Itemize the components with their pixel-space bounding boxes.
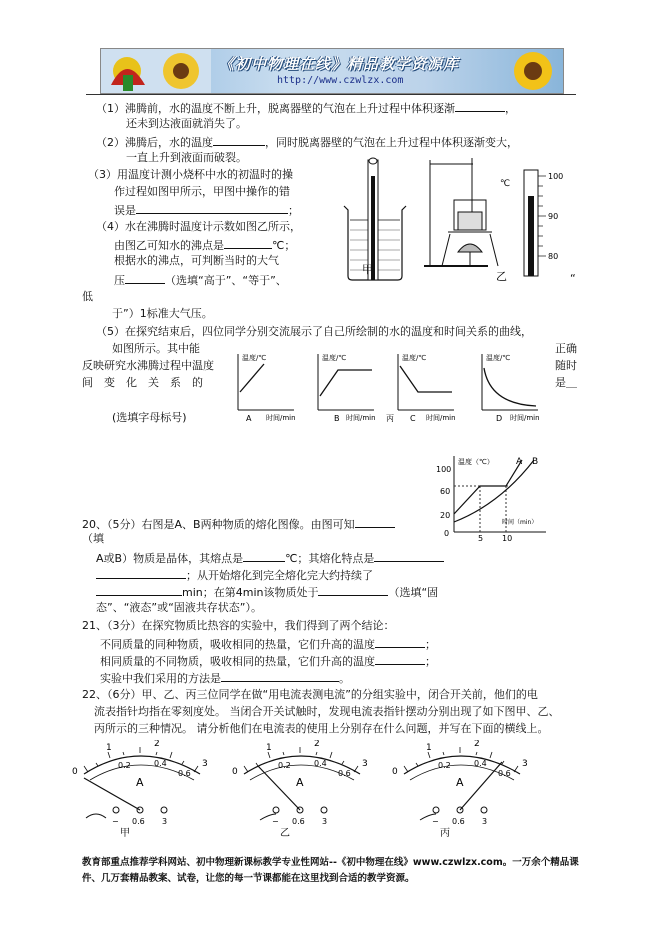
q-boil-p4-cont: 根据水的沸点，可判断当时的大气 xyxy=(114,254,279,267)
svg-text:0.6: 0.6 xyxy=(338,769,351,778)
melt-y20: 20 xyxy=(440,511,451,520)
banner-url: http://www.czwlzx.com xyxy=(277,75,404,86)
melt-y100: 100 xyxy=(436,465,452,474)
q-boil-p5-g: 是＿ xyxy=(555,376,577,389)
svg-text:3: 3 xyxy=(322,817,328,826)
q-boil-p2-cont: 一直上升到液面而破裂。 xyxy=(126,151,247,164)
q-boil-p4-quote: “ xyxy=(570,272,576,285)
svg-text:3: 3 xyxy=(162,817,168,826)
q-boil-p4-low: 低 xyxy=(82,290,93,303)
ammeter-jia-labels xyxy=(72,740,208,838)
fig-jia-label: 甲 xyxy=(362,263,373,276)
graph-b-ylabel: 温度/℃ xyxy=(322,354,347,362)
q22-line1: 22、（6分）甲、乙、丙三位同学在做“用电流表测电流”的分组实验中，闭合开关前，他们的电 xyxy=(82,688,538,701)
svg-text:−: − xyxy=(272,817,279,826)
header-rule xyxy=(86,94,576,95)
svg-text:0: 0 xyxy=(232,767,238,777)
thermo-unit: ℃ xyxy=(500,179,511,189)
q20-line2: （填 xyxy=(82,532,104,545)
thermo-80: 80 xyxy=(548,252,559,261)
thermometer-scale xyxy=(500,170,563,276)
svg-text:0.2: 0.2 xyxy=(438,761,451,770)
svg-text:1: 1 xyxy=(106,743,112,753)
svg-text:0.2: 0.2 xyxy=(278,761,291,770)
svg-text:A: A xyxy=(296,776,304,789)
graph-c-letter: C xyxy=(410,414,416,423)
q20-line6: 态”、“液态”或“固液共存状态”）。 xyxy=(96,601,262,614)
melt-xlabel: 时间（min） xyxy=(502,519,538,526)
q-boil-p4-press: 压 （选填“高于”、“等于”、 xyxy=(114,274,287,287)
melt-curve-a: A xyxy=(516,457,523,467)
ammeter-bing-labels xyxy=(392,740,528,838)
graph-b-xlabel: 时间/min xyxy=(346,414,376,422)
graph-d-letter: D xyxy=(496,414,503,423)
q21-line2: 不同质量的同种物质，吸收相同的热量，它们升高的温度 ； xyxy=(100,638,436,651)
svg-text:0.6: 0.6 xyxy=(292,817,305,826)
melt-y60: 60 xyxy=(440,487,451,496)
svg-text:0.4: 0.4 xyxy=(474,759,487,768)
boiling-figures xyxy=(338,156,578,284)
graph-d xyxy=(482,353,540,423)
svg-text:2: 2 xyxy=(474,740,480,749)
melt-ylabel: 温度（℃） xyxy=(458,458,494,466)
q-boil-p5: （5）在探究结束后，四位同学分别交流展示了自己所绘制的水的温度和时间关系的曲线， xyxy=(96,325,532,338)
svg-text:3: 3 xyxy=(522,759,528,769)
graph-a-xlabel: 时间/min xyxy=(266,414,296,422)
graph-d-ylabel: 温度/℃ xyxy=(486,354,511,362)
graph-c-ylabel: 温度/℃ xyxy=(402,354,427,362)
graph-c-xlabel: 时间/min xyxy=(426,414,456,422)
q-boil-p3: （3）用温度计测小烧杯中水的初温时的操 xyxy=(88,168,293,181)
graph-c-bing: 丙 xyxy=(386,414,394,423)
footer-line2: 件、几万套精品教案、试卷，让您的每一节课都能在这里找到合适的教学资源。 xyxy=(82,873,415,884)
q-boil-p4: （4）水在沸腾时温度计示数如图乙所示， xyxy=(96,220,301,233)
svg-text:0.2: 0.2 xyxy=(118,761,131,770)
melt-x10: 10 xyxy=(502,534,513,542)
graph-d-xlabel: 时间/min xyxy=(510,414,540,422)
svg-text:3: 3 xyxy=(202,759,208,769)
svg-text:3: 3 xyxy=(482,817,488,826)
svg-text:0.4: 0.4 xyxy=(314,759,327,768)
q-boil-p5-e: 随时 xyxy=(555,359,577,372)
svg-text:−: − xyxy=(112,817,119,826)
svg-text:1: 1 xyxy=(266,743,272,753)
sunflower-icon xyxy=(493,49,563,93)
svg-text:0: 0 xyxy=(72,767,78,777)
q21-line3: 相同质量的不同物质，吸收相同的热量，它们升高的温度 ； xyxy=(100,655,436,668)
q-boil-p2: （2）沸腾后，水的温度 ，同时脱离器壁的气泡在上升过程中体积逐渐变大， xyxy=(96,136,518,149)
q20-line5: min；在第4min该物质处于 （选填“固 xyxy=(96,584,438,600)
curve-graphs xyxy=(228,348,544,424)
q-boil-p3-blank: 误是 ； xyxy=(114,204,299,217)
q-boil-p4-point: 由图乙可知水的沸点是 ℃； xyxy=(114,239,296,252)
q-boil-p1: （1）沸腾前，水的温度不断上升，脱离器壁的气泡在上升过程中体积逐渐 ， xyxy=(96,102,516,115)
svg-text:0.6: 0.6 xyxy=(178,769,191,778)
svg-text:0.6: 0.6 xyxy=(498,769,511,778)
svg-text:1: 1 xyxy=(426,743,432,753)
ammeter-figures xyxy=(70,740,540,838)
graph-b-letter: B xyxy=(334,414,340,423)
svg-text:2: 2 xyxy=(314,740,320,749)
svg-text:−: − xyxy=(432,817,439,826)
melt-x5: 5 xyxy=(478,534,484,542)
q20-line4: ；从开始熔化到完全熔化完大约持续了 xyxy=(96,567,373,583)
q-boil-p1-cont: 还未到达液面就消失了。 xyxy=(126,117,247,130)
graph-a-ylabel: 温度/℃ xyxy=(242,354,267,362)
fig-yi-label: 乙 xyxy=(496,270,507,283)
stand-apparatus xyxy=(424,158,498,266)
ammeter-yi-label: 乙 xyxy=(280,828,290,838)
q-boil-p3-cont: 作过程如图甲所示，甲图中操作的错 xyxy=(114,185,290,198)
svg-text:2: 2 xyxy=(154,740,160,749)
svg-text:0.4: 0.4 xyxy=(154,759,167,768)
melt-y0: 0 xyxy=(444,529,450,538)
graph-a-letter: A xyxy=(246,414,252,423)
banner-title: 《初中物理在线》精品教学资源库 xyxy=(219,55,460,73)
graph-a xyxy=(238,353,296,423)
logo-icon xyxy=(101,49,211,93)
melting-graph xyxy=(430,452,550,542)
q-boil-p5-h: (选填字母标号) xyxy=(112,411,187,424)
beaker-figure xyxy=(344,158,406,280)
footer-line1: 教育部重点推荐学科网站、初中物理新课标教学专业性网站--《初中物理在线》www.czwlzx.com。一万余个精品课 xyxy=(82,857,579,868)
q21-line4: 实验中我们采用的方法是 。 xyxy=(100,672,350,685)
thermo-90: 90 xyxy=(548,212,559,221)
ammeter-bing-label: 丙 xyxy=(440,828,450,838)
svg-text:A: A xyxy=(136,776,144,789)
q-boil-p5-b: 如图所示。其中能 xyxy=(112,342,200,355)
svg-text:A: A xyxy=(456,776,464,789)
svg-text:0.6: 0.6 xyxy=(132,817,145,826)
q22-line2: 流表指针均指在零刻度处。 当闭合开关试触时，发现电流表指针摆动分别出现了如下图甲、乙、 xyxy=(94,705,560,718)
q22-line3: 丙所示的三种情况。 请分析他们在电流表的使用上分别存在什么问题，并写在下面的横线上。 xyxy=(94,722,549,735)
melt-curve-b: B xyxy=(532,457,539,467)
q21-line1: 21、（3分）在探究物质比热容的实验中，我们得到了两个结论： xyxy=(82,619,395,632)
graph-b xyxy=(318,353,376,423)
thermo-100: 100 xyxy=(548,172,564,181)
header-banner xyxy=(100,48,564,94)
svg-text:3: 3 xyxy=(362,759,368,769)
q-boil-p5-f: 间 变 化 关 系 的 xyxy=(82,376,203,389)
q-boil-p4-end: 于”）1标准大气压。 xyxy=(112,307,213,320)
q-boil-p5-c: 正确 xyxy=(555,342,577,355)
q20-line3: A或B）物质是晶体，其熔点是 ℃；其熔化特点是 xyxy=(96,550,444,566)
ammeter-jia-label: 甲 xyxy=(120,828,130,838)
ammeter-yi-labels xyxy=(232,740,368,838)
svg-text:0.6: 0.6 xyxy=(452,817,465,826)
graph-c xyxy=(386,353,456,423)
q20-line1: 20、（5分）右图是A、B两种物质的熔化图像。由图可知 xyxy=(82,516,395,532)
svg-text:0: 0 xyxy=(392,767,398,777)
q-boil-p5-d: 反映研究水沸腾过程中温度 xyxy=(82,359,214,372)
